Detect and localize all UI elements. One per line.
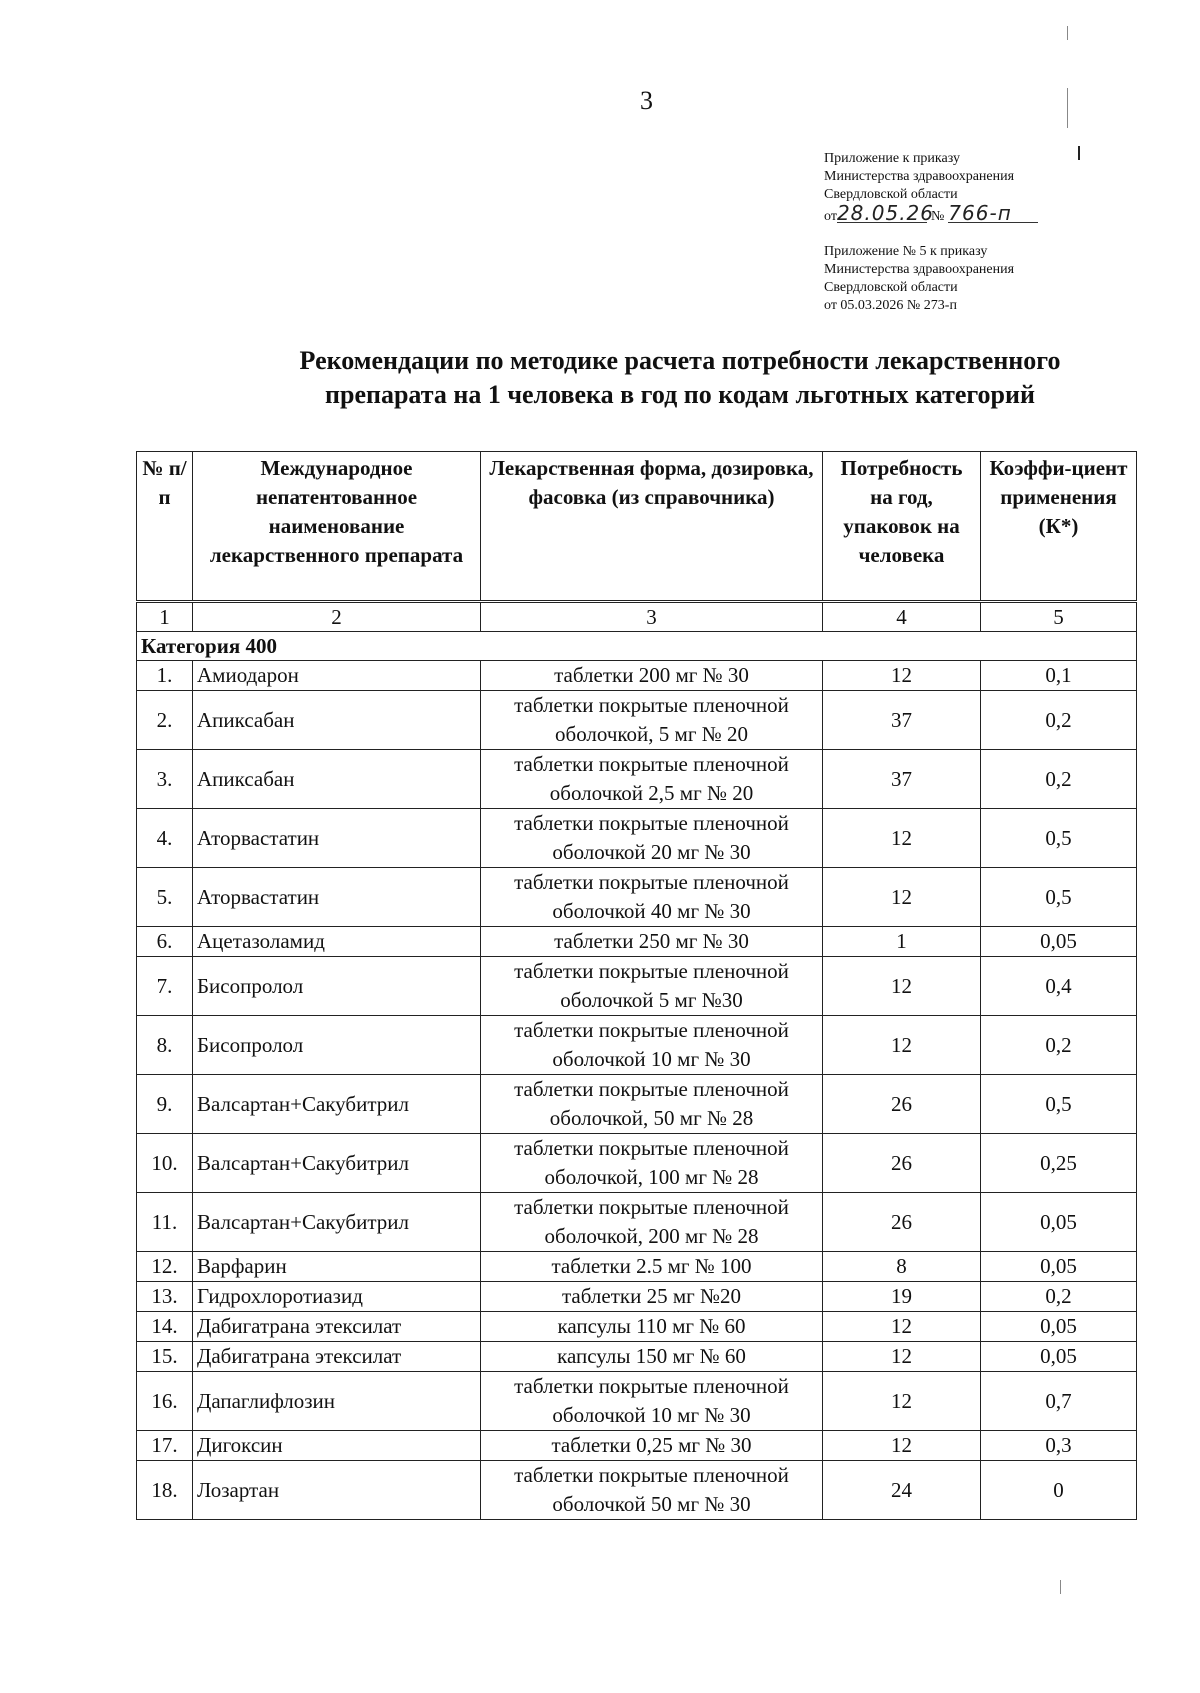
annual-need: 12: [823, 957, 981, 1016]
usage-coefficient: 0,5: [981, 868, 1137, 927]
handwritten-number: 766-п: [948, 204, 1038, 223]
table-row: [137, 868, 1137, 927]
handwritten-date: 28.05.26: [836, 201, 934, 225]
annex-line: Министерства здравоохранения: [824, 262, 1015, 277]
annex-line: Свердловской области: [824, 280, 958, 295]
drug-name: Ацетазоламид: [193, 927, 481, 957]
annual-need: 12: [823, 809, 981, 868]
dosage-form: таблетки покрытые пленочной оболочкой, 100 мг № 28: [481, 1134, 823, 1193]
scan-artifact: [1078, 146, 1080, 160]
drug-name: Амиодарон: [193, 661, 481, 691]
dosage-form: таблетки покрытые пленочной оболочкой, 50 мг № 28: [481, 1075, 823, 1134]
annual-need: 8: [823, 1252, 981, 1282]
usage-coefficient: 0,7: [981, 1372, 1137, 1431]
usage-coefficient: 0,2: [981, 750, 1137, 809]
annex-line: от 05.03.2026 № 273-п: [824, 298, 957, 313]
annex-line: Свердловской области: [824, 187, 958, 202]
table-row: [137, 1282, 1137, 1312]
usage-coefficient: 0,05: [981, 1252, 1137, 1282]
annual-need: 12: [823, 1312, 981, 1342]
table-row: [137, 1431, 1137, 1461]
column-numbers-row: [137, 602, 1137, 632]
drug-name: Валсартан+Сакубитрил: [193, 1134, 481, 1193]
annual-need: 26: [823, 1193, 981, 1252]
annex-date-line: [824, 201, 1038, 226]
row-number: 11.: [137, 1193, 193, 1252]
column-number: 3: [481, 602, 823, 632]
scan-artifact: [1067, 88, 1068, 128]
drug-name: Лозартан: [193, 1461, 481, 1520]
category-row: [137, 632, 1137, 661]
usage-coefficient: 0: [981, 1461, 1137, 1520]
dosage-form: таблетки покрытые пленочной оболочкой 20 мг № 30: [481, 809, 823, 868]
column-number: 1: [137, 602, 193, 632]
table-row: [137, 1312, 1137, 1342]
header-form: Лекарственная форма, дозировка, фасовка (из справочника): [481, 452, 823, 602]
row-number: 1.: [137, 661, 193, 691]
usage-coefficient: 0,5: [981, 1075, 1137, 1134]
dosage-form: таблетки покрытые пленочной оболочкой, 200 мг № 28: [481, 1193, 823, 1252]
dosage-form: капсулы 110 мг № 60: [481, 1312, 823, 1342]
row-number: 18.: [137, 1461, 193, 1520]
dosage-form: таблетки 25 мг №20: [481, 1282, 823, 1312]
header-num: № п/п: [137, 452, 193, 602]
usage-coefficient: 0,2: [981, 1016, 1137, 1075]
annual-need: 12: [823, 661, 981, 691]
number-prefix: №: [930, 209, 945, 224]
row-number: 10.: [137, 1134, 193, 1193]
title-line: Рекомендации по методике расчета потребности лекарственного: [299, 346, 1061, 375]
drug-name: Дигоксин: [193, 1431, 481, 1461]
dosage-form: таблетки 2.5 мг № 100: [481, 1252, 823, 1282]
row-number: 17.: [137, 1431, 193, 1461]
usage-coefficient: 0,05: [981, 1193, 1137, 1252]
table-row: [137, 1016, 1137, 1075]
scan-artifact: [1067, 26, 1068, 40]
annex-original-order: [824, 243, 1014, 315]
drug-name: Дапаглифлозин: [193, 1372, 481, 1431]
table-row: [137, 1461, 1137, 1520]
usage-coefficient: 0,3: [981, 1431, 1137, 1461]
dosage-form: таблетки покрытые пленочной оболочкой 5 мг №30: [481, 957, 823, 1016]
annual-need: 12: [823, 1016, 981, 1075]
drug-name: Аторвастатин: [193, 868, 481, 927]
table-row: [137, 1193, 1137, 1252]
drug-name: Дабигатрана этексилат: [193, 1342, 481, 1372]
table-row: [137, 1134, 1137, 1193]
document-title: [240, 344, 1120, 412]
row-number: 7.: [137, 957, 193, 1016]
date-prefix: от: [824, 209, 837, 224]
annual-need: 19: [823, 1282, 981, 1312]
usage-coefficient: 0,05: [981, 1342, 1137, 1372]
column-number: 2: [193, 602, 481, 632]
drug-name: Апиксабан: [193, 750, 481, 809]
page-number: 3: [640, 86, 653, 115]
row-number: 2.: [137, 691, 193, 750]
table-row: [137, 661, 1137, 691]
usage-coefficient: 0,4: [981, 957, 1137, 1016]
dosage-form: таблетки покрытые пленочной оболочкой 2,5 мг № 20: [481, 750, 823, 809]
column-number: 4: [823, 602, 981, 632]
category-label: Категория 400: [137, 632, 1137, 661]
dosage-form: таблетки 250 мг № 30: [481, 927, 823, 957]
dosage-form: таблетки покрытые пленочной оболочкой, 5 мг № 20: [481, 691, 823, 750]
usage-coefficient: 0,2: [981, 691, 1137, 750]
drug-name: Бисопролол: [193, 1016, 481, 1075]
usage-coefficient: 0,05: [981, 1312, 1137, 1342]
table-row: [137, 809, 1137, 868]
dosage-form: таблетки покрытые пленочной оболочкой 40 мг № 30: [481, 868, 823, 927]
row-number: 15.: [137, 1342, 193, 1372]
annual-need: 1: [823, 927, 981, 957]
table-row: [137, 750, 1137, 809]
annual-need: 12: [823, 1431, 981, 1461]
header-name: Международное непатентованное наименование лекарственного препарата: [193, 452, 481, 602]
title-line: препарата на 1 человека в год по кодам льготных категорий: [325, 380, 1035, 409]
header-need: Потребность на год, упаковок на человека: [823, 452, 981, 602]
drug-name: Бисопролол: [193, 957, 481, 1016]
row-number: 4.: [137, 809, 193, 868]
annex-current-order: [824, 150, 1038, 226]
annex-line: Приложение № 5 к приказу: [824, 244, 988, 259]
drug-name: Варфарин: [193, 1252, 481, 1282]
table-row: [137, 957, 1137, 1016]
annual-need: 26: [823, 1134, 981, 1193]
dosage-form: таблетки покрытые пленочной оболочкой 50 мг № 30: [481, 1461, 823, 1520]
dosage-form: таблетки 0,25 мг № 30: [481, 1431, 823, 1461]
row-number: 16.: [137, 1372, 193, 1431]
usage-coefficient: 0,1: [981, 661, 1137, 691]
annual-need: 12: [823, 1372, 981, 1431]
annual-need: 37: [823, 750, 981, 809]
drug-name: Гидрохлоротиазид: [193, 1282, 481, 1312]
dosage-form: таблетки покрытые пленочной оболочкой 10 мг № 30: [481, 1372, 823, 1431]
dosage-form: таблетки покрытые пленочной оболочкой 10 мг № 30: [481, 1016, 823, 1075]
annual-need: 37: [823, 691, 981, 750]
dosage-form: таблетки 200 мг № 30: [481, 661, 823, 691]
drug-name: Валсартан+Сакубитрил: [193, 1075, 481, 1134]
table-row: [137, 691, 1137, 750]
table-row: [137, 1075, 1137, 1134]
row-number: 9.: [137, 1075, 193, 1134]
column-number: 5: [981, 602, 1137, 632]
annex-line: Министерства здравоохранения: [824, 169, 1015, 184]
medication-table: [136, 451, 1137, 1520]
header-coef: Коэффи-циент применения (К*): [981, 452, 1137, 602]
annual-need: 12: [823, 1342, 981, 1372]
row-number: 6.: [137, 927, 193, 957]
drug-name: Дабигатрана этексилат: [193, 1312, 481, 1342]
table-row: [137, 927, 1137, 957]
table-row: [137, 1342, 1137, 1372]
usage-coefficient: 0,5: [981, 809, 1137, 868]
usage-coefficient: 0,2: [981, 1282, 1137, 1312]
row-number: 3.: [137, 750, 193, 809]
annual-need: 26: [823, 1075, 981, 1134]
dosage-form: капсулы 150 мг № 60: [481, 1342, 823, 1372]
table-header-row: [137, 452, 1137, 602]
table-row: [137, 1372, 1137, 1431]
row-number: 13.: [137, 1282, 193, 1312]
row-number: 14.: [137, 1312, 193, 1342]
row-number: 5.: [137, 868, 193, 927]
scan-artifact: [1060, 1580, 1061, 1594]
row-number: 12.: [137, 1252, 193, 1282]
annex-line: Приложение к приказу: [824, 151, 960, 166]
annual-need: 12: [823, 868, 981, 927]
row-number: 8.: [137, 1016, 193, 1075]
drug-name: Аторвастатин: [193, 809, 481, 868]
usage-coefficient: 0,25: [981, 1134, 1137, 1193]
usage-coefficient: 0,05: [981, 927, 1137, 957]
annual-need: 24: [823, 1461, 981, 1520]
drug-name: Апиксабан: [193, 691, 481, 750]
drug-name: Валсартан+Сакубитрил: [193, 1193, 481, 1252]
table-row: [137, 1252, 1137, 1282]
